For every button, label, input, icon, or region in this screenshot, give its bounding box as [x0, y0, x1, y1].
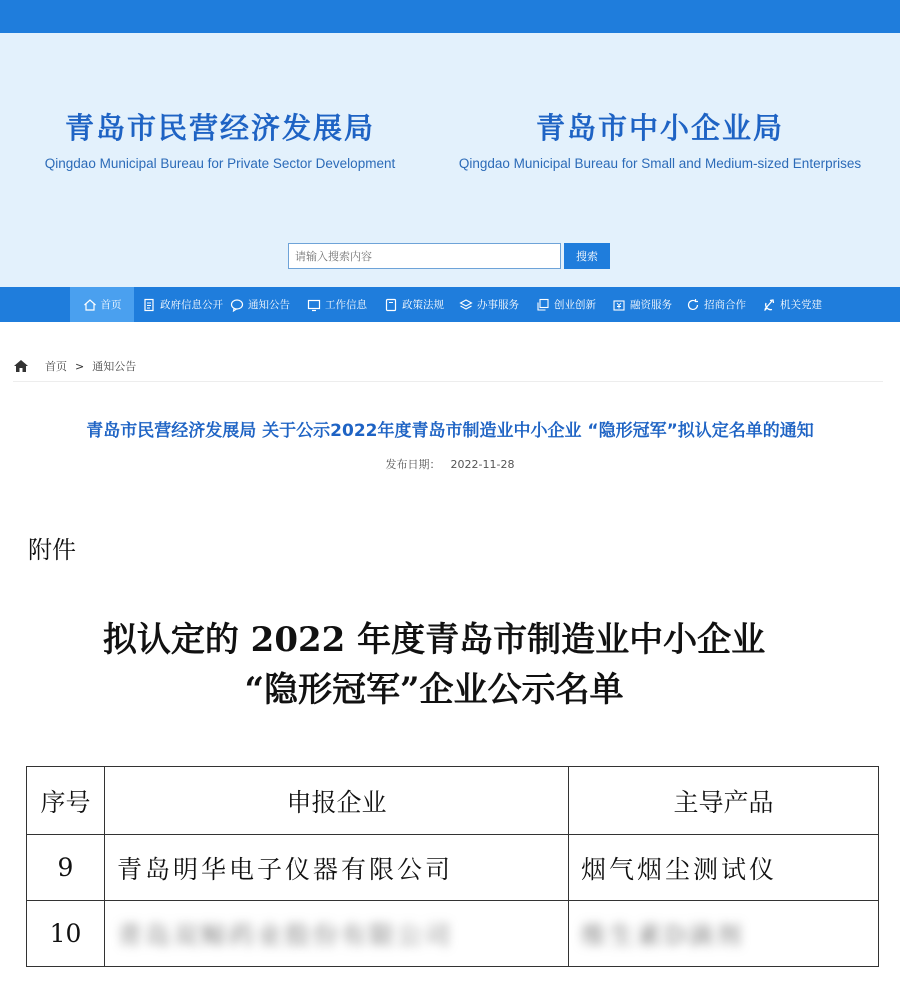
home-icon	[13, 359, 29, 373]
table-row	[27, 901, 879, 967]
nav-item-label: 创业创新	[554, 299, 596, 311]
book-icon	[384, 298, 398, 312]
chat-icon	[230, 298, 244, 312]
money-icon	[612, 298, 626, 312]
nav-item-services[interactable]	[459, 287, 519, 322]
column-header-company: 申报企业	[105, 767, 569, 835]
bureau-name-cn: 青岛市民营经济发展局	[64, 111, 375, 145]
enterprise-list-table	[26, 766, 879, 967]
nav-item-label: 招商合作	[704, 299, 746, 311]
cell-number: 9	[27, 835, 105, 901]
breadcrumb-separator: >	[75, 359, 85, 373]
nav-item-work-info[interactable]	[307, 287, 367, 322]
blurred-text: 青岛双鲸药业股份有限公司	[117, 920, 454, 950]
blurred-text: 维生素D滴剂	[581, 920, 745, 950]
attachment-title-line: “隐形冠军”企业公示名单	[244, 670, 624, 710]
nav-item-home[interactable]	[70, 287, 134, 322]
article-title: 青岛市民营经济发展局 关于公示2022年度青岛市制造业中小企业 “隐形冠军”拟认定名单的通知	[86, 421, 814, 441]
nav-item-policies[interactable]	[384, 287, 444, 322]
nav-item-label: 工作信息	[325, 299, 367, 311]
nav-item-label: 首页	[100, 299, 122, 311]
copy-icon	[536, 298, 550, 312]
search-button[interactable]: 搜索	[564, 243, 610, 269]
publish-date	[0, 456, 900, 472]
search-input[interactable]	[288, 243, 561, 269]
breadcrumb-home-link[interactable]: 首页	[45, 360, 67, 373]
nav-item-financing[interactable]	[612, 287, 672, 322]
nav-item-label: 通知公告	[248, 299, 290, 311]
nav-item-innovation[interactable]	[536, 287, 596, 322]
attachment-label: 附件	[28, 536, 76, 564]
cell-company-blurred	[105, 901, 569, 967]
nav-item-gov-info[interactable]	[142, 287, 223, 322]
publish-date-label: 发布日期：	[385, 458, 441, 471]
nav-item-label: 政策法规	[402, 299, 444, 311]
nav-item-label: 政府信息公开	[160, 299, 223, 311]
party-emblem-icon	[762, 298, 776, 312]
cell-number: 10	[27, 901, 105, 967]
publish-date-value: 2022-11-28	[450, 458, 515, 471]
bureau-name-en: Qingdao Municipal Bureau for Small and Medium-sized Enterprises	[458, 156, 862, 171]
bureau-name-en: Qingdao Municipal Bureau for Private Sector Development	[44, 156, 396, 171]
main-nav	[0, 287, 900, 322]
table-row	[27, 835, 879, 901]
bureau-name-cn: 青岛市中小企业局	[535, 111, 784, 145]
top-banner-strip	[0, 0, 900, 33]
cell-company: 青岛明华电子仪器有限公司	[105, 835, 569, 901]
table-header-row	[27, 767, 879, 835]
nav-item-notices[interactable]	[230, 287, 290, 322]
nav-item-investment[interactable]	[686, 287, 746, 322]
column-header-product: 主导产品	[569, 767, 879, 835]
attachment-title-line: 拟认定的 2022 年度青岛市制造业中小企业	[102, 620, 766, 660]
breadcrumb-current-link[interactable]: 通知公告	[92, 360, 137, 373]
nav-item-label: 办事服务	[477, 299, 519, 311]
document-icon	[142, 298, 156, 312]
breadcrumb	[13, 357, 136, 375]
nav-item-label: 融资服务	[630, 299, 672, 311]
cell-product-blurred	[569, 901, 879, 967]
monitor-icon	[307, 298, 321, 312]
layers-icon	[459, 298, 473, 312]
divider	[13, 381, 883, 382]
nav-item-label: 机关党建	[780, 299, 822, 311]
bureau-sme	[430, 108, 890, 171]
bureau-private-sector	[20, 108, 420, 171]
attachment-title	[0, 615, 868, 715]
home-icon	[83, 298, 97, 312]
refresh-icon	[686, 298, 700, 312]
column-header-number: 序号	[27, 767, 105, 835]
cell-product: 烟气烟尘测试仪	[569, 835, 879, 901]
nav-item-party-building[interactable]	[762, 287, 822, 322]
